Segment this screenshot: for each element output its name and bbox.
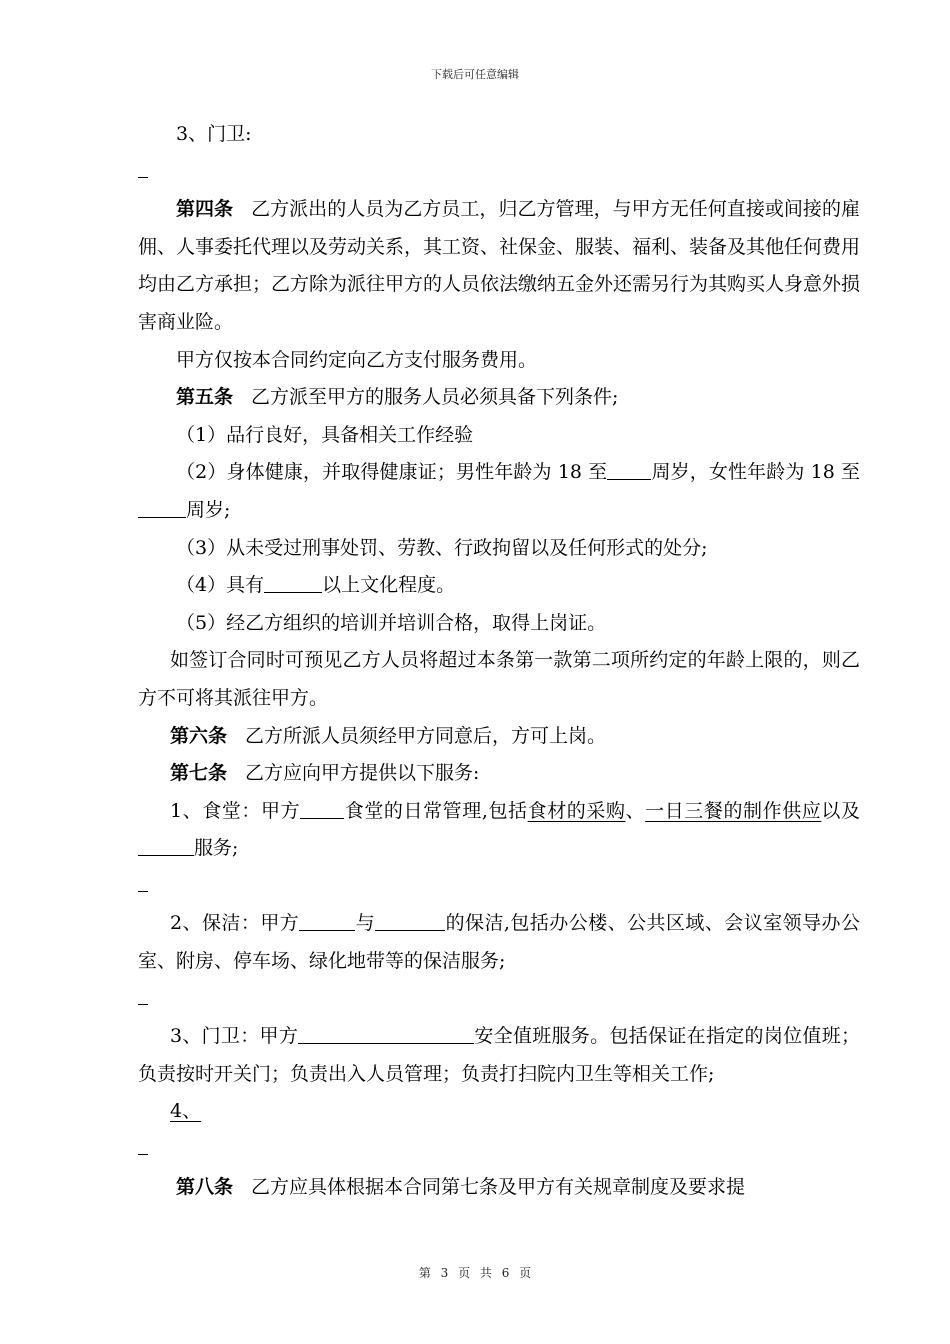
blank-canteen-service: [138, 835, 194, 856]
empty-line-mark: [138, 154, 860, 192]
article-5-title: 第五条: [176, 386, 234, 409]
article-5-c3: （3）从未受过刑事处罚、劳教、行政拘留以及任何形式的处分;: [176, 536, 708, 559]
article-5-note: 如签订合同时可预见乙方人员将超过本条第一款第二项所约定的年龄上限的，则乙方不可将其派往甲方。: [138, 649, 860, 709]
document-body: [138, 116, 860, 1206]
article-5-c1: （1）品行良好，具备相关工作经验: [176, 423, 474, 446]
blank-education: [264, 572, 322, 593]
page-header: 下载后可任意编辑: [431, 68, 519, 81]
article-5-c4: （4）具有 以上文化程度。: [176, 574, 456, 597]
blank-cleaning-2: [375, 910, 445, 931]
article-4: [138, 191, 860, 341]
article-6: 第六条 乙方所派人员须经甲方同意后，方可上岗。: [170, 724, 607, 747]
blank-female-age: [138, 497, 186, 518]
article-8-title: 第八条: [176, 1175, 234, 1198]
blank-male-age: [607, 459, 651, 480]
blank-gate: [298, 1023, 474, 1044]
article-5-c2: （2）身体健康，并取得健康证；男性年龄为 18 至 周岁，女性年龄为 18 至周岁;: [138, 454, 860, 529]
article-4-title: 第四条: [176, 198, 234, 221]
service-canteen: 1、食堂：甲方 食堂的日常管理,包括食材的采购、一日三餐的制作供应以及服务;: [138, 793, 860, 868]
blank-canteen: [300, 798, 344, 819]
article-6-title: 第六条: [170, 724, 228, 747]
article-5-c5: （5）经乙方组织的培训并培训合格，取得上岗证。: [176, 611, 607, 634]
page-footer: 第 3 页 共 6 页: [418, 1266, 532, 1280]
article-7: 第七条 乙方应向甲方提供以下服务:: [170, 762, 480, 785]
service-cleaning: 2、保洁：甲方 与 的保洁,包括办公楼、公共区域、会议室领导办公室、附房、停车场、绿化地带等的保洁服务;: [138, 912, 860, 973]
blank-cleaning-1: [299, 910, 355, 931]
gate-heading: 3、门卫:: [176, 123, 252, 145]
empty-line-mark: [138, 868, 860, 906]
article-5-text: 乙方派至甲方的服务人员必须具备下列条件;: [251, 386, 619, 409]
article-7-title: 第七条: [170, 762, 228, 785]
article-8: 第八条 乙方应具体根据本合同第七条及甲方有关规章制度及要求提: [176, 1175, 746, 1198]
empty-line-mark: [138, 1131, 860, 1169]
service-gate: 3、门卫：甲方 安全值班服务。包括保证在指定的岗位值班；负责按时开关门；负责出入人员管理；负责打扫院内卫生等相关工作;: [138, 1025, 860, 1085]
empty-line-mark: [138, 981, 860, 1019]
article-4-text: 乙方派出的人员为乙方员工，归乙方管理，与甲方无任何直接或间接的雇佣、人事委托代理以及劳动关系，其工资、社保金、服装、福利、装备及其他任何费用均由乙方承担；乙方除为派往甲方的人员依法缴纳五金外还需另行为其购买人身意外损害商业险。: [138, 198, 861, 333]
article-5: [138, 379, 860, 417]
article-4-text2: 甲方仅按本合同约定向乙方支付服务费用。: [176, 348, 538, 371]
service-4: 4、: [170, 1100, 202, 1123]
